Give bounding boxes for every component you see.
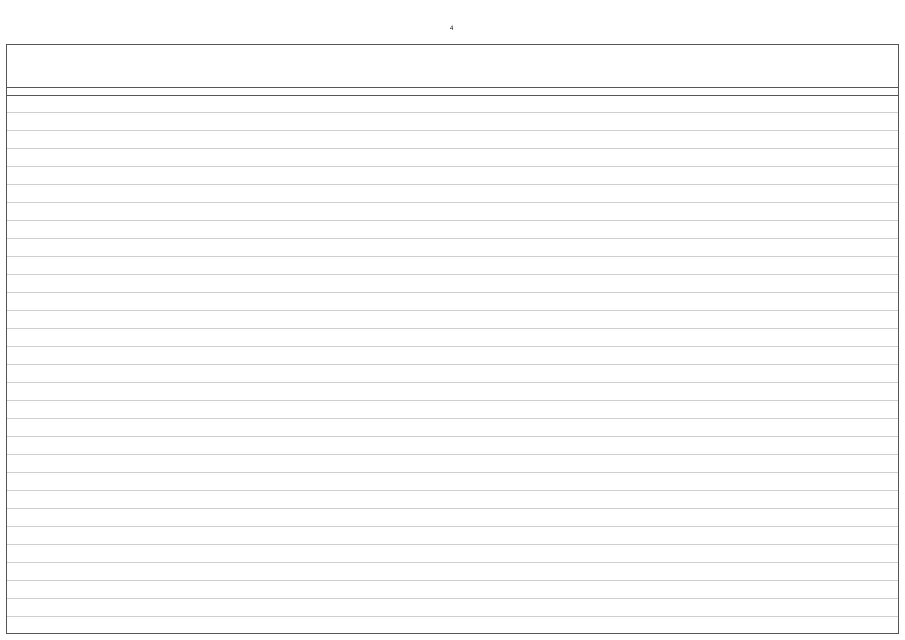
- table-body-placeholder: [7, 95, 898, 633]
- page-number: 4: [450, 26, 454, 32]
- table-frame: [6, 44, 899, 634]
- table-header-placeholder: [7, 45, 898, 88]
